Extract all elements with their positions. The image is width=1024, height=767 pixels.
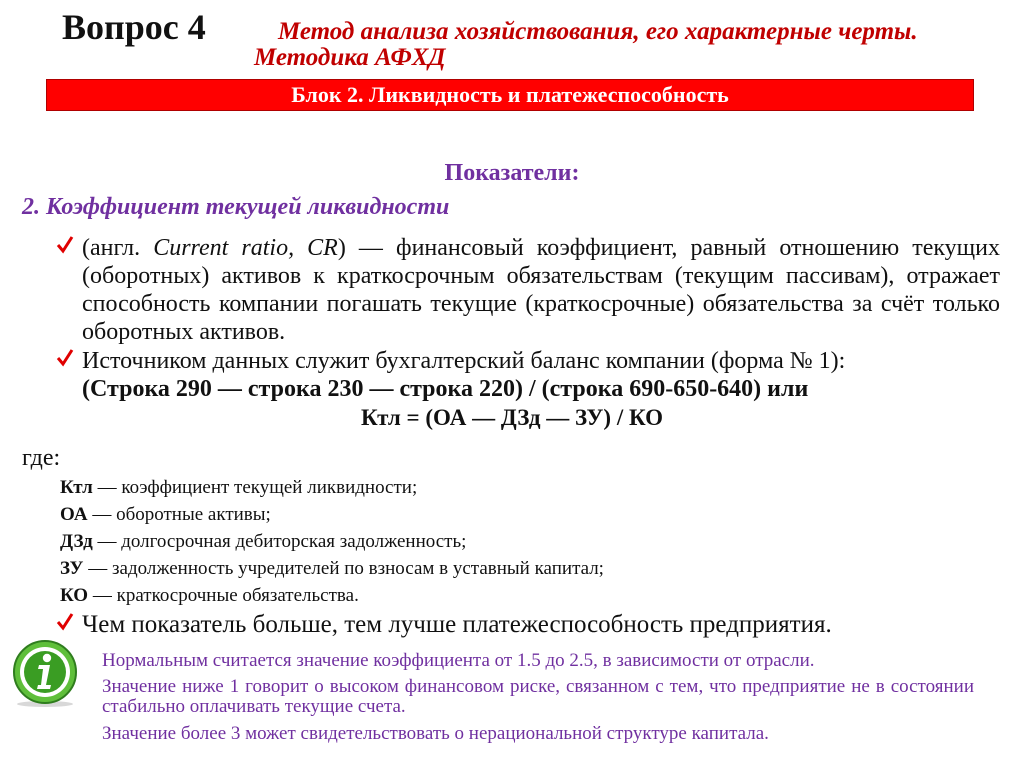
question-label: Вопрос 4 [62, 7, 206, 47]
block-banner-label: Блок 2. Ликвидность и платежеспособность [291, 82, 729, 107]
where-label: где: [22, 445, 61, 471]
bullet-definition-italic: Current ratio, CR [153, 235, 338, 261]
definition-text: — краткосрочные обязательства. [88, 585, 359, 606]
note-item: Значение ниже 1 говорит о высоком финансовом риске, связанном с тем, что предприятие не в состоянии стабильно оплачивать текущие счета. [102, 676, 974, 717]
slide-title-line1: Метод анализа хозяйствования, его характерные черты. [278, 18, 918, 45]
definition-term: ЗУ [60, 558, 84, 579]
definition-term: Ктл [60, 477, 93, 498]
bullet-definition [58, 234, 1000, 346]
definition-text: — долгосрочная дебиторская задолженность; [92, 531, 467, 552]
definition-item [60, 558, 604, 580]
bullet-data-source-text: Источником данных служит бухгалтерский баланс компании (форма № 1): [82, 348, 846, 374]
note-item: Нормальным считается значение коэффициента от 1.5 до 2.5, в зависимости от отрасли. [102, 650, 815, 671]
definition-text: — задолженность учредителей по взносам в уставный капитал; [83, 558, 604, 579]
definition-item [60, 531, 466, 553]
bullet-conclusion-text: Чем показатель больше, тем лучше платежеспособность предприятия. [82, 611, 832, 638]
bullet-data-source [58, 347, 1000, 403]
info-icon [10, 638, 80, 708]
checkmark-icon [56, 347, 74, 367]
bullet-definition-part1: (англ. [82, 235, 154, 261]
section-heading: 2. Коэффициент текущей ликвидности [22, 194, 450, 220]
definition-term: ДЗд [60, 531, 93, 552]
definition-item [60, 585, 359, 607]
bullet-definition-part2: ) — финансовый коэффициент, равный отношению текущих (оборотных) активов к краткосрочным обязательствам (текущим пассивам), отражает способность компании погашать текущие (краткосрочные) обязательства за счёт только оборотных активов. [82, 235, 1000, 345]
definition-item [60, 504, 271, 526]
checkmark-icon [56, 611, 74, 631]
slide-title-line2: Методика АФХД [254, 44, 446, 71]
definition-text: — оборотные активы; [87, 504, 271, 525]
note-item: Значение более 3 может свидетельствовать о нерациональной структуре капитала. [102, 723, 769, 744]
formula: Ктл = (ОА — ДЗд — ЗУ) / КО [361, 405, 663, 430]
bullet-data-source-formula: (Строка 290 — строка 230 — строка 220) / (строка 690-650-640) или [82, 376, 809, 402]
definition-term: ОА [60, 504, 88, 525]
block-banner [46, 79, 974, 111]
definition-item [60, 477, 417, 499]
checkmark-icon [56, 234, 74, 254]
bullet-conclusion [58, 611, 1000, 639]
definition-term: КО [60, 585, 89, 606]
indicators-heading: Показатели: [444, 160, 580, 186]
definition-text: — коэффициент текущей ликвидности; [92, 477, 418, 498]
